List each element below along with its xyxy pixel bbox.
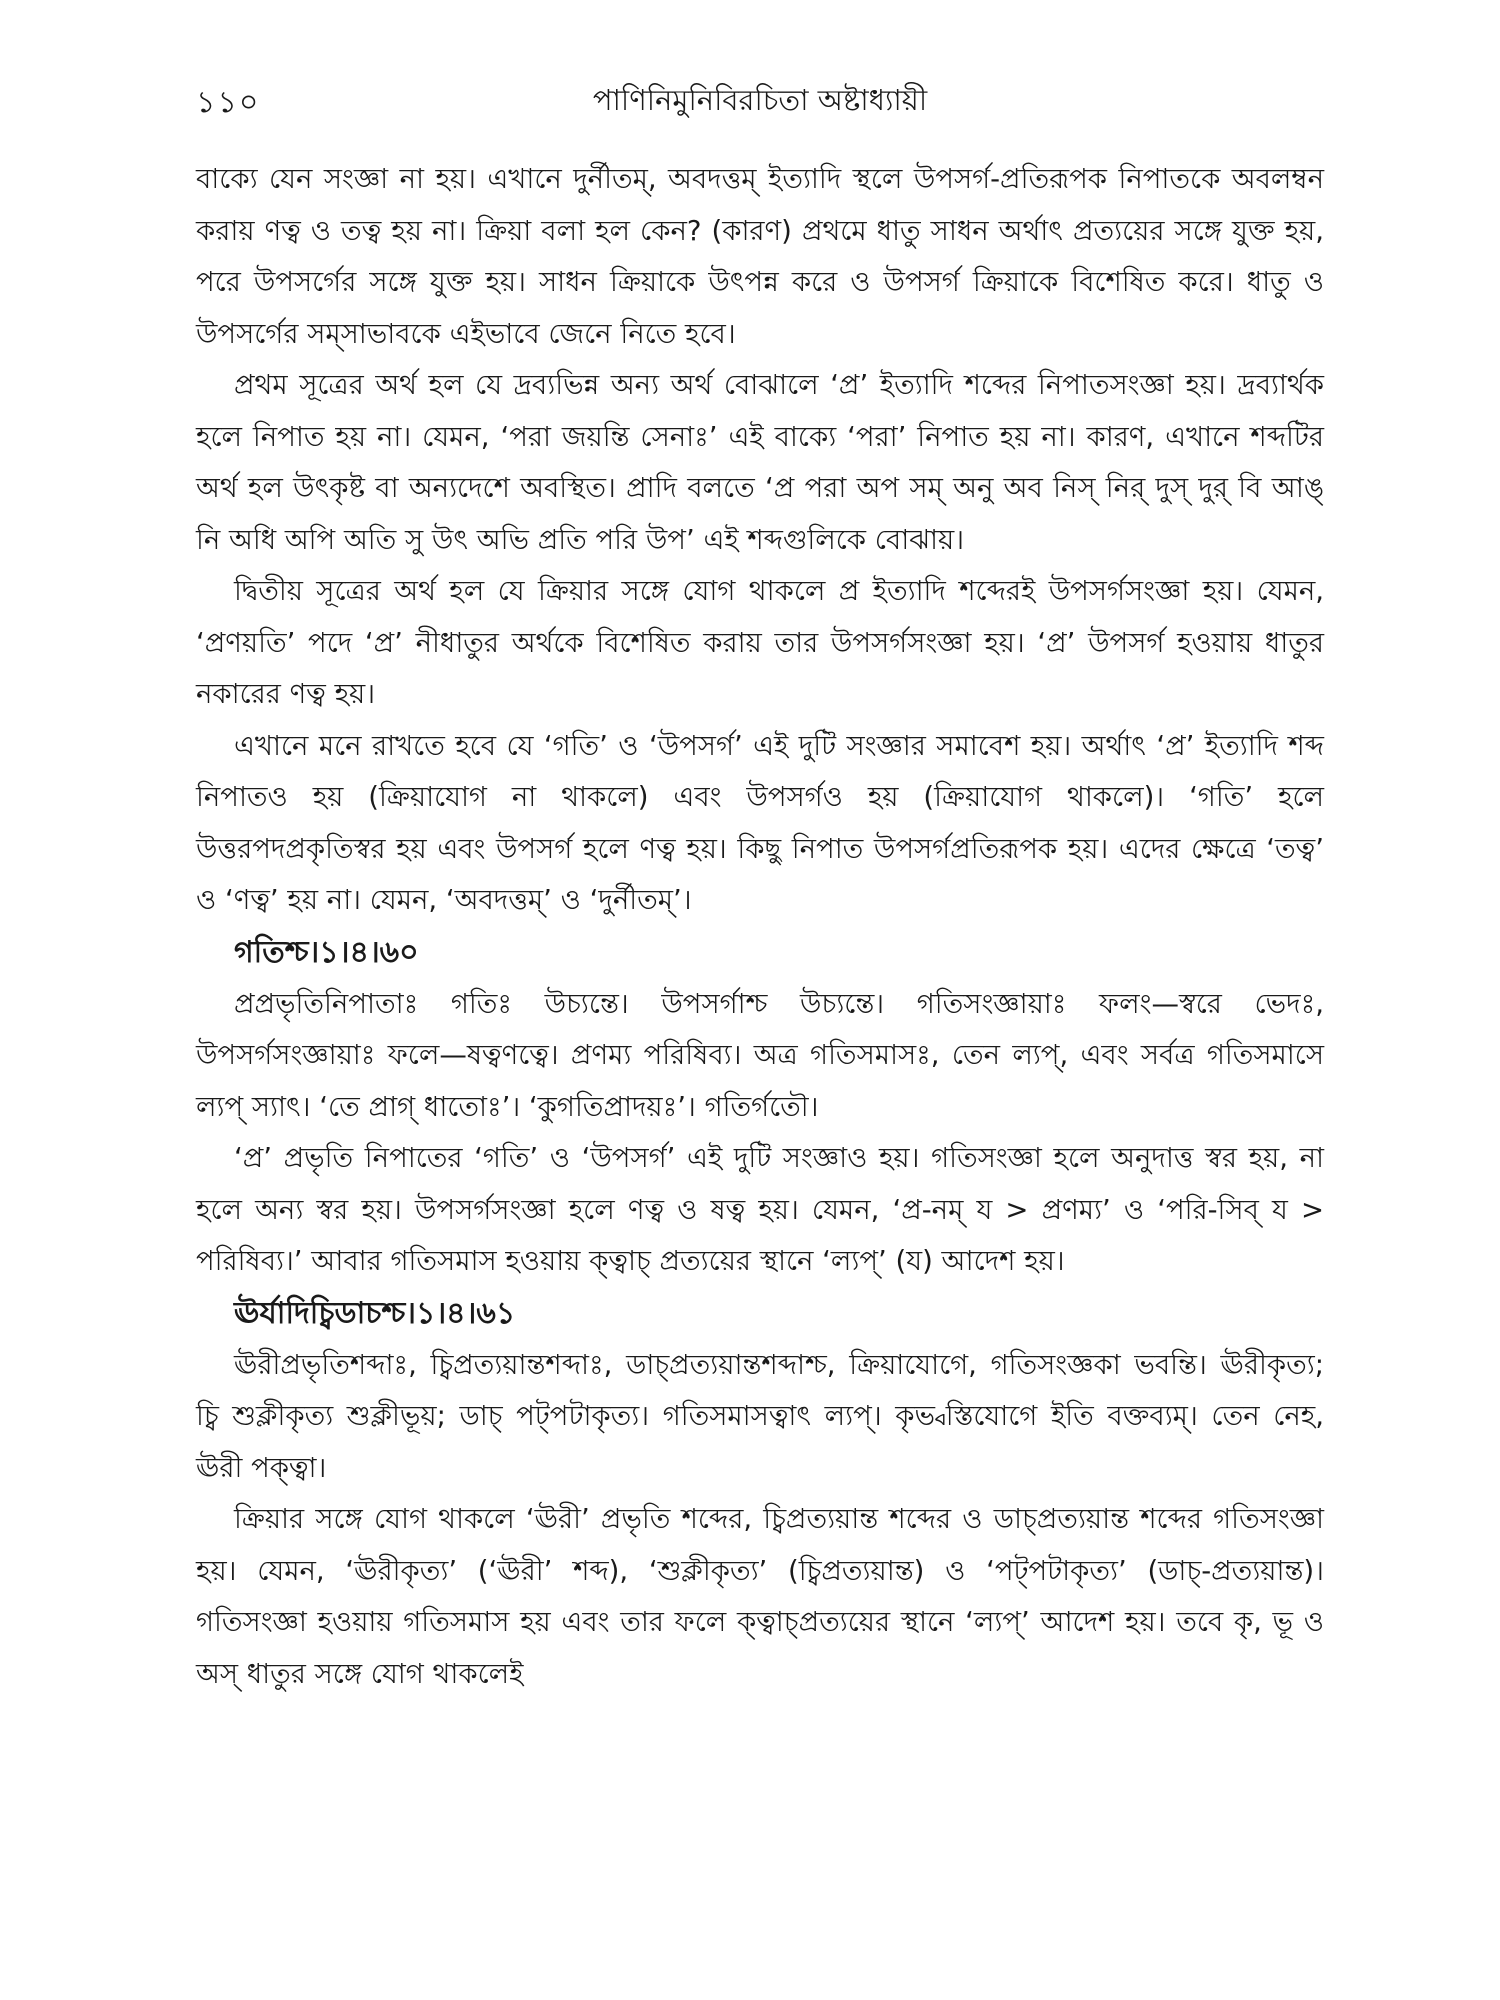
page-body (196, 154, 1324, 1700)
sutra-heading-1-4-61: ঊর্যাদিচ্বিডাচশ্চ।১।৪।৬১ (234, 1295, 516, 1331)
page-header (196, 78, 1324, 134)
paragraph-continuation: বাক্যে যেন সংজ্ঞা না হয়। এখানে দুর্নীতম্‌, অবদত্তম্‌ ইত্যাদি স্থলে উপসর্গ-প্রতিরূপক নিপাতকে অবলম্বন করায় ণত্ব ও তত্ব হয় না। ক্রিয়া বলা হল কেন? (কারণ) প্রথমে ধাতু সাধন অর্থাৎ প্রত্যয়ের সঙ্গে যুক্ত হয়, পরে উপসর্গের সঙ্গে যুক্ত হয়। সাধন ক্রিয়াকে উৎপন্ন করে ও উপসর্গ ক্রিয়াকে বিশেষিত করে। ধাতু ও উপসর্গের সম্সাভাবকে এইভাবে জেনে নিতে হবে। (196, 163, 1324, 350)
paragraph-sutra-explanation: ক্রিয়ার সঙ্গে যোগ থাকলে ‘ঊরী’ প্রভৃতি শব্দের, চ্বিপ্রত্যয়ান্ত শব্দের ও ডাচ্‌প্রত্যয়ান্ত শব্দের গতিসংজ্ঞা হয়। যেমন, ‘ঊরীকৃত্য’ (‘ঊরী’ শব্দ), ‘শুক্লীকৃত্য’ (চ্বিপ্রত্যয়ান্ত) ও ‘পট্‌পটাকৃত্য’ (ডাচ্‌-প্রত্যয়ান্ত)। গতিসংজ্ঞা হওয়ায় গতিসমাস হয় এবং তার ফলে ক্ত্বাচ্‌প্রত্যয়ের স্থানে ‘ল্যপ্‌’ আদেশ হয়। তবে কৃ, ভূ ও অস্‌ ধাতুর সঙ্গে যোগ থাকলেই (196, 1503, 1324, 1690)
page-number: ১১০ (196, 85, 261, 120)
paragraph-sutra-commentary: ঊরীপ্রভৃতিশব্দাঃ, চ্বিপ্রত্যয়ান্তশব্দাঃ, ডাচ্‌প্রত্যয়ান্তশব্দাশ্চ, ক্রিয়াযোগে, গতিসংজ্ঞকা ভবন্তি। ঊরীকৃত্য; চ্বি শুক্লীকৃত্য শুক্লীভূয়; ডাচ্‌ পট্‌পটাকৃত্য। গতিসমাসত্বাৎ ল্যপ্‌। কৃভ্বস্তিযোগে ইতি বক্তব্যম্‌। তেন নেহ, ঊরী পক্ত্বা। (196, 1348, 1324, 1484)
paragraph-first-sutra-meaning: প্রথম সূত্রের অর্থ হল যে দ্রব্যভিন্ন অন্য অর্থ বোঝালে ‘প্র’ ইত্যাদি শব্দের নিপাতসংজ্ঞা হয়। দ্রব্যার্থক হলে নিপাত হয় না। যেমন, ‘পরা জয়ন্তি সেনাঃ’ এই বাক্যে ‘পরা’ নিপাত হয় না। কারণ, এখানে শব্দটির অর্থ হল উৎকৃষ্ট বা অন্যদেশে অবস্থিত। প্রাদি বলতে ‘প্র পরা অপ সম্‌ অনু অব নিস্‌ নির্‌ দুস্‌ দুর্‌ বি আঙ্‌ নি অধি অপি অতি সু উৎ অভি প্রতি পরি উপ’ এই শব্দগুলিকে বোঝায়। (196, 369, 1324, 556)
paragraph-gati-upasarga-note: এখানে মনে রাখতে হবে যে ‘গতি’ ও ‘উপসর্গ’ এই দুটি সংজ্ঞার সমাবেশ হয়। অর্থাৎ ‘প্র’ ইত্যাদি শব্দ নিপাতও হয় (ক্রিয়াযোগ না থাকলে) এবং উপসর্গও হয় (ক্রিয়াযোগ থাকলে)। ‘গতি’ হলে উত্তরপদপ্রকৃতিস্বর হয় এবং উপসর্গ হলে ণত্ব হয়। কিছু নিপাত উপসর্গপ্রতিরূপক হয়। এদের ক্ষেত্রে ‘তত্ব’ ও ‘ণত্ব’ হয় না। যেমন, ‘অবদত্তম্‌’ ও ‘দুর্নীতম্‌’। (196, 729, 1324, 916)
paragraph-sutra-commentary: প্রপ্রভৃতিনিপাতাঃ গতিঃ উচ্যন্তে। উপসর্গাশ্চ উচ্যন্তে। গতিসংজ্ঞায়াঃ ফলং—স্বরে ভেদঃ, উপসর্গসংজ্ঞায়াঃ ফলে—ষত্বণত্বে। প্রণম্য পরিষিব্য। অত্র গতিসমাসঃ, তেন ল্যপ্‌, এবং সর্বত্র গতিসমাসে ল্যপ্‌ স্যাৎ। ‘তে প্রাগ্‌ ধাতোঃ’। ‘কুগতিপ্রাদয়ঃ’। গতির্গতৌ। (196, 987, 1324, 1123)
document-page (196, 78, 1324, 1700)
running-title: পাণিনিমুনিবিরচিতা অষ্টাধ্যায়ী (592, 83, 928, 117)
paragraph-second-sutra-meaning: দ্বিতীয় সূত্রের অর্থ হল যে ক্রিয়ার সঙ্গে যোগ থাকলে প্র ইত্যাদি শব্দেরই উপসর্গসংজ্ঞা হয়। যেমন, ‘প্রণয়তি’ পদে ‘প্র’ নীধাতুর অর্থকে বিশেষিত করায় তার উপসর্গসংজ্ঞা হয়। ‘প্র’ উপসর্গ হওয়ায় ধাতুর নকারের ণত্ব হয়। (196, 575, 1324, 710)
sutra-heading-1-4-60: গতিশ্চ।১।৪।৬০ (234, 934, 419, 970)
paragraph-sutra-explanation: ‘প্র’ প্রভৃতি নিপাতের ‘গতি’ ও ‘উপসর্গ’ এই দুটি সংজ্ঞাও হয়। গতিসংজ্ঞা হলে অনুদাত্ত স্বর হয়, না হলে অন্য স্বর হয়। উপসর্গসংজ্ঞা হলে ণত্ব ও ষত্ব হয়। যেমন, ‘প্র-নম্‌ য > প্রণম্য’ ও ‘পরি-সিব্‌ য > পরিষিব্য।’ আবার গতিসমাস হওয়ায় ক্ত্বাচ্‌ প্রত্যয়ের স্থানে ‘ল্যপ্‌’ (য) আদেশ হয়। (196, 1142, 1324, 1277)
